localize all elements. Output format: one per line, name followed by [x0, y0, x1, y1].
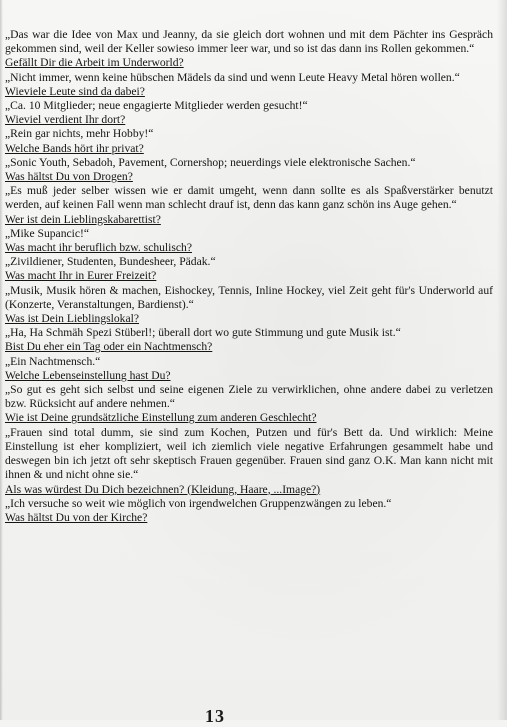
interview-text — [5, 28, 493, 525]
question-heading: Welche Bands hört ihr privat? — [5, 141, 144, 155]
answer-text: „Mike Supancic!“ — [5, 226, 90, 240]
question-heading: Wie ist Deine grundsätzliche Einstellung zum anderen Geschlecht? — [5, 411, 317, 425]
answer-text: „Ca. 10 Mitglieder; neue engagierte Mitglieder werden gesucht!“ — [5, 99, 308, 113]
question-heading: Was ist Dein Lieblingslokal? — [5, 312, 139, 326]
question-heading: Wieviele Leute sind da dabei? — [5, 84, 145, 98]
question-heading: Was hältst Du von Drogen? — [5, 170, 133, 184]
question-heading: Was hältst Du von der Kirche? — [5, 510, 148, 524]
answer-text: „Ich versuche so weit wie möglich von irgendwelchen Gruppenzwängen zu leben.“ — [5, 496, 392, 510]
question-heading: Als was würdest Du Dich bezeichnen? (Kleidung, Haare, ...Image?) — [5, 482, 321, 496]
answer-text: „Ha, Ha Schmäh Spezi Stüberl!; überall dort wo gute Stimmung und gute Musik ist.“ — [5, 326, 401, 340]
question-heading: Wer ist dein Lieblingskabarettist? — [5, 212, 161, 226]
question-heading: Was macht Ihr in Eurer Freizeit? — [5, 269, 157, 283]
answer-text: „Zivildiener, Studenten, Bundesheer, Pädak.“ — [5, 255, 216, 269]
question-heading: Wieviel verdient Ihr dort? — [5, 113, 126, 127]
answer-text: „Das war die Idee von Max und Jeanny, da sie gleich dort wohnen und mit dem Pächter ins Gespräch gekommen sind, weil der Keller sowieso immer leer war, und so ist das dann ins Rollen gekommen.“ — [5, 28, 493, 56]
question-heading: Welche Lebenseinstellung hast Du? — [5, 368, 171, 382]
answer-text: „So gut es geht sich selbst und seine eigenen Ziele zu verwirklichen, ohne andere dabei zu verletzen bzw. Rücksicht auf andere nehmen.“ — [5, 383, 493, 411]
page-number: 13 — [205, 706, 225, 726]
answer-text: „Es muß jeder selber wissen wie er damit umgeht, wenn dann sollte es als Spaßverstärker benutzt werden, auf keinen Fall wenn man schlecht drauf ist, denn das kann ganz schön ins Auge gehen.“ — [5, 184, 493, 212]
question-heading: Was macht ihr beruflich bzw. schulisch? — [5, 241, 192, 255]
scan-edge-shadow-right — [497, 0, 507, 720]
question-heading: Gefällt Dir die Arbeit im Underworld? — [5, 56, 184, 70]
answer-text: „Musik, Musik hören & machen, Eishockey, Tennis, Inline Hockey, viel Zeit geht für's Underworld auf (Konzerte, Veranstaltungen, Bardienst).“ — [5, 283, 493, 311]
answer-text: „Ein Nachtmensch.“ — [5, 354, 101, 368]
answer-text: „Nicht immer, wenn keine hübschen Mädels da sind und wenn Leute Heavy Metal hören wollen.“ — [5, 70, 460, 84]
answer-text: „Sonic Youth, Sebadoh, Pavement, Cornershop; neuerdings viele elektronische Sachen.“ — [5, 155, 416, 169]
question-heading: Bist Du eher ein Tag oder ein Nachtmensch? — [5, 340, 213, 354]
scan-edge-shadow — [0, 0, 3, 720]
answer-text: „Rein gar nichts, mehr Hobby!“ — [5, 127, 154, 141]
answer-text: „Frauen sind total dumm, sie sind zum Kochen, Putzen und für's Bett da. Und wirklich: Meine Einstellung ist eher kompliziert, weil ich ziemlich viele negative Erfahrungen gesammelt habe und deswegen bin ich jetzt oft sehr skeptisch Frauen gegenüber. Frauen sind ganz O.K. Man kann nicht mit ihnen & und nicht ohne sie.“ — [5, 425, 493, 482]
